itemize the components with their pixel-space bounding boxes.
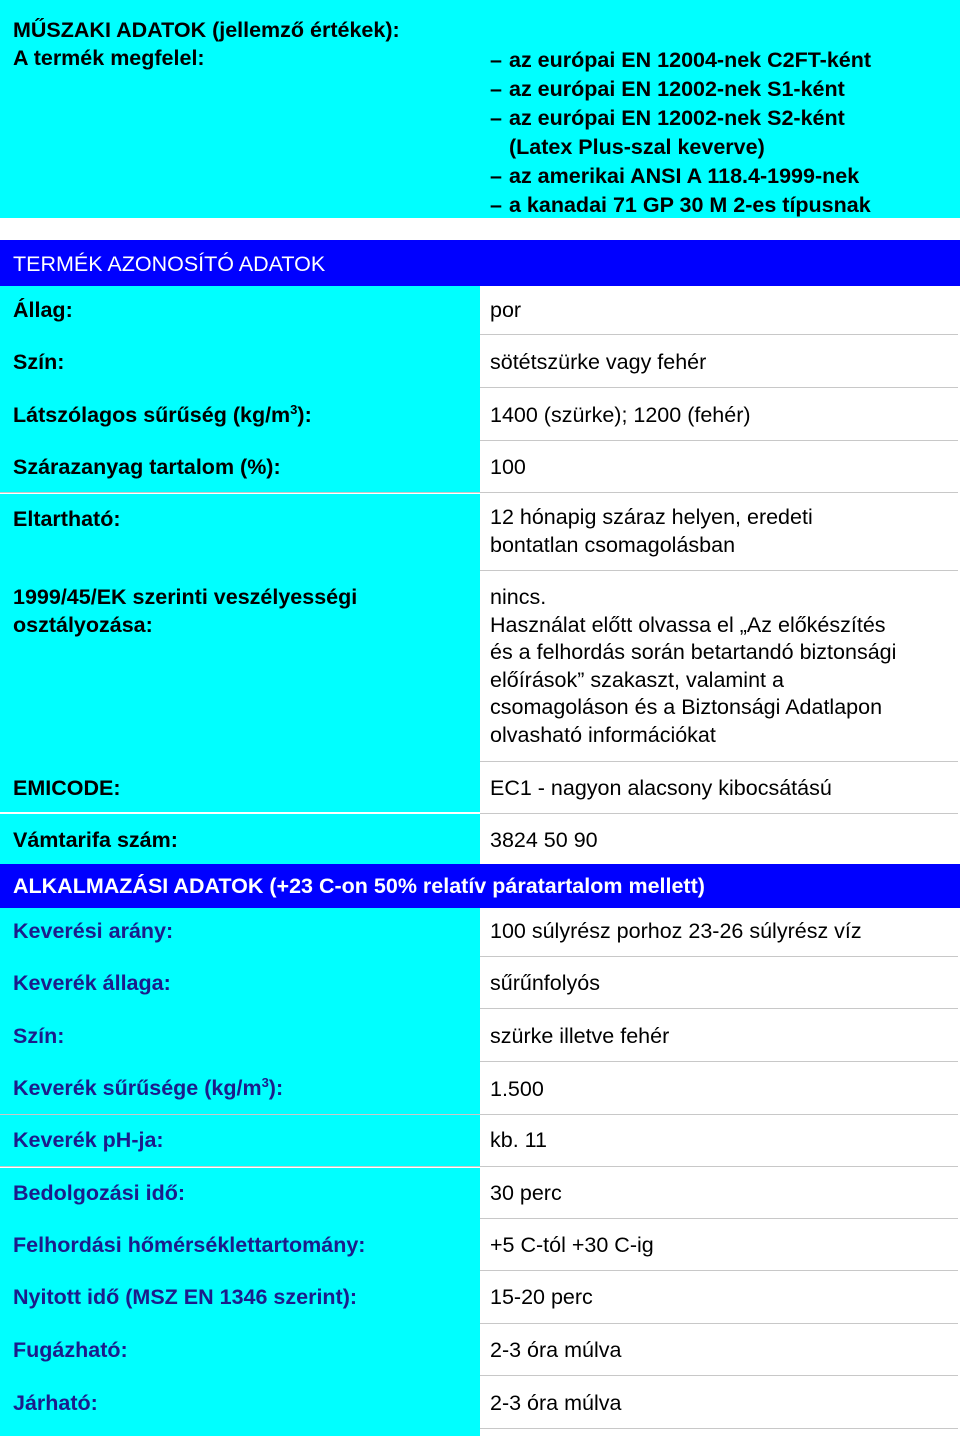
row-divider [0, 1166, 958, 1167]
product-id-label-column-2 [0, 494, 480, 812]
mix-density-value: 1.500 [490, 1077, 544, 1101]
standard-item: – a kanadai 71 GP 30 M 2-es típusnak [490, 193, 871, 217]
dry-matter-label: Szárazanyag tartalom (%): [13, 455, 281, 479]
allag-label: Állag: [13, 298, 73, 322]
szin-value: sötétszürke vagy fehér [490, 350, 707, 374]
row-divider [480, 1270, 958, 1271]
emicode-value: EC1 - nagyon alacsony kibocsátású [490, 776, 832, 800]
open-time-label: Nyitott idő (MSZ EN 1346 szerint): [13, 1285, 358, 1309]
grout-value: 2-3 óra múlva [490, 1338, 622, 1362]
row-divider [480, 1061, 958, 1062]
mix-color-label: Szín: [13, 1024, 65, 1048]
row-divider [480, 334, 958, 335]
standard-item: – az amerikai ANSI A 118.4-1999-nek [490, 164, 860, 188]
density-value: 1400 (szürke); 1200 (fehér) [490, 403, 751, 427]
row-divider [480, 813, 958, 814]
work-time-value: 30 perc [490, 1181, 562, 1205]
row-divider [480, 440, 958, 441]
mix-density-label: Keverék sűrűsége $(kg/m^3)$: [13, 1075, 284, 1101]
compliance-label: A termék megfelel: [13, 46, 205, 70]
ph-label: Keverék pH-ja: [13, 1128, 164, 1152]
application-header-title: ALKALMAZÁSI ADATOK (+23 C-on 50% relatív páratartalom mellett) [13, 874, 705, 898]
standards-list [490, 46, 871, 220]
row-divider [480, 387, 958, 388]
grout-label: Fugázható: [13, 1338, 128, 1362]
row-divider [480, 956, 958, 957]
shelf-life-value: 12 hónapig száraz helyen, eredeti bontatlan csomagolásban [490, 505, 813, 557]
standard-item: – az európai EN 12002-nek S2-ként [490, 106, 845, 130]
row-divider [480, 1218, 958, 1219]
open-time-value: 15-20 perc [490, 1285, 593, 1309]
temp-range-label: Felhordási hőmérséklettartomány: [13, 1233, 366, 1257]
dry-matter-value: 100 [490, 455, 526, 479]
row-divider [480, 761, 958, 762]
allag-value: por [490, 298, 522, 322]
hazard-value: nincs. Használat előtt olvassa el „Az előkészítés és a felhordás során betartandó biztonsági előírások” szakaszt, valamint a csomagoláson és a Biztonsági Adatlapon olvasható információkat [490, 585, 897, 747]
row-divider [0, 492, 958, 493]
tech-data-title: MŰSZAKI ADATOK (jellemző értékek): [13, 18, 400, 42]
standard-item: – az európai EN 12002-nek S1-ként [490, 77, 845, 101]
mix-state-value: sűrűnfolyós [490, 971, 600, 995]
shelf-life-label: Eltartható: [13, 507, 121, 531]
ph-value: kb. 11 [490, 1128, 547, 1152]
standard-item: – az európai EN 12004-nek C2FT-ként [490, 48, 872, 72]
product-id-header-title: TERMÉK AZONOSÍTÓ ADATOK [13, 252, 326, 276]
tariff-label: Vámtarifa szám: [13, 828, 178, 852]
walkable-value: 2-3 óra múlva [490, 1391, 622, 1415]
mix-ratio-label: Keverési arány: [13, 919, 174, 943]
density-label: Látszólagos sűrűség $(kg/m^3)$: [13, 402, 312, 428]
walkable-label: Járható: [13, 1391, 98, 1415]
temp-range-value: +5 C-tól +30 C-ig [490, 1233, 654, 1257]
hazard-label: 1999/45/EK szerinti veszélyességi osztályozása: [13, 585, 358, 637]
mix-ratio-value: 100 súlyrész porhoz 23-26 súlyrész víz [490, 919, 862, 943]
row-divider [480, 1428, 958, 1429]
mix-state-label: Keverék állaga: [13, 971, 171, 995]
row-divider [480, 570, 958, 571]
row-divider [480, 1375, 958, 1376]
standard-item-note: (Latex Plus-szal keverve) [509, 135, 765, 159]
szin-label: Szín: [13, 350, 65, 374]
emicode-label: EMICODE: [13, 776, 121, 800]
tariff-value: 3824 50 90 [490, 828, 598, 852]
row-divider [480, 1008, 958, 1009]
work-time-label: Bedolgozási idő: [13, 1181, 185, 1205]
row-divider [480, 1323, 958, 1324]
mix-color-value: szürke illetve fehér [490, 1024, 670, 1048]
